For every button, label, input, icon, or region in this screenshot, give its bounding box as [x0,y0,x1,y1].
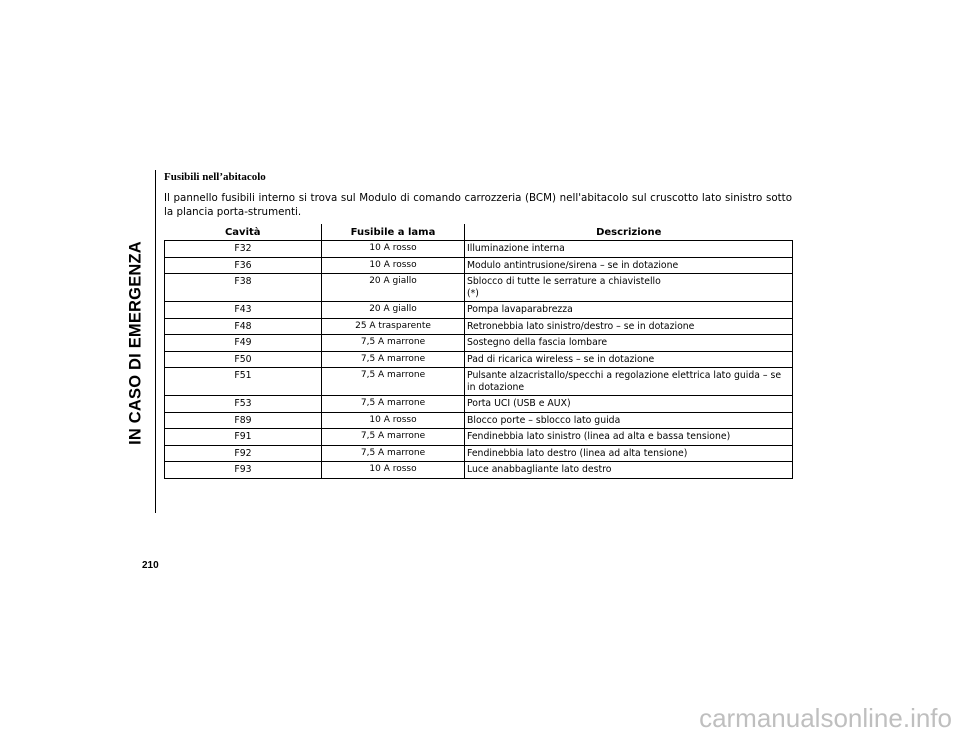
table-row [165,412,793,429]
cavity-cell: F38 [165,274,322,302]
table-row [165,274,793,302]
header-fuse: Fusibile a lama [322,224,465,241]
cavity-cell: F50 [165,351,322,368]
description-cell: Fendinebbia lato destro (linea ad alta tensione) [465,445,793,462]
description-cell: Blocco porte – sblocco lato guida [465,412,793,429]
cavity-cell: F32 [165,241,322,258]
table-row [165,318,793,335]
table-row [165,462,793,479]
fuse-cell: 10 A rosso [322,462,465,479]
cavity-cell: F93 [165,462,322,479]
description-cell: Pompa lavaparabrezza [465,302,793,319]
fuse-cell: 7,5 A marrone [322,335,465,352]
chapter-divider [155,170,156,513]
fuse-cell: 25 A trasparente [322,318,465,335]
watermark-text: carmanualsonline.info [699,703,952,733]
header-cavity: Cavità [224,226,261,238]
section-heading: Fusibili nell’abitacolo [164,171,266,183]
description-cell: Fendinebbia lato sinistro (linea ad alta e bassa tensione) [465,429,793,446]
cavity-cell: F53 [165,396,322,413]
cavity-cell: F91 [165,429,322,446]
description-cell: Porta UCI (USB e AUX) [465,396,793,413]
table-row [165,351,793,368]
table-row [165,396,793,413]
cavity-cell: F43 [165,302,322,319]
table-row [165,241,793,258]
description-cell: Retronebbia lato sinistro/destro – se in dotazione [465,318,793,335]
cavity-cell: F51 [165,368,322,396]
description-cell: Sostegno della fascia lombare [465,335,793,352]
fuse-cell: 7,5 A marrone [322,445,465,462]
description-cell: Pulsante alzacristallo/specchi a regolazione elettrica lato guida – se in dotazione [465,368,793,396]
table-row [165,335,793,352]
fuse-cell: 10 A rosso [322,412,465,429]
fuse-cell: 7,5 A marrone [322,368,465,396]
table-row [165,257,793,274]
fuse-cell: 20 A giallo [322,302,465,319]
description-cell: Illuminazione interna [465,241,793,258]
table-header-row [165,224,793,241]
cavity-cell: F49 [165,335,322,352]
description-cell: Luce anabbagliante lato destro [465,462,793,479]
cavity-cell: F48 [165,318,322,335]
fuse-table [164,224,793,479]
description-cell [465,274,793,302]
chapter-title-text: IN CASO DI EMERGENZA [126,241,145,445]
cavity-cell: F92 [165,445,322,462]
description-text: Sblocco di tutte le serrature a chiavistello (*) [467,276,661,299]
description-cell: Pad di ricarica wireless – se in dotazione [465,351,793,368]
fuse-cell: 7,5 A marrone [322,351,465,368]
table-row [165,429,793,446]
fuse-cell: 7,5 A marrone [322,429,465,446]
header-description: Descrizione [465,224,793,241]
fuse-cell: 10 A rosso [322,241,465,258]
fuse-cell: 10 A rosso [322,257,465,274]
page-number: 210 [142,560,159,571]
cavity-cell: F89 [165,412,322,429]
table-row [165,445,793,462]
fuse-cell: 20 A giallo [322,274,465,302]
table-row [165,368,793,396]
table-row [165,302,793,319]
description-cell: Modulo antintrusione/sirena – se in dotazione [465,257,793,274]
intro-paragraph: Il pannello fusibili interno si trova sul Modulo di comando carrozzeria (BCM) nell'abitacolo sul cruscotto lato sinistro sotto la plancia porta-strumenti. [164,192,792,218]
cavity-cell: F36 [165,257,322,274]
fuse-cell: 7,5 A marrone [322,396,465,413]
